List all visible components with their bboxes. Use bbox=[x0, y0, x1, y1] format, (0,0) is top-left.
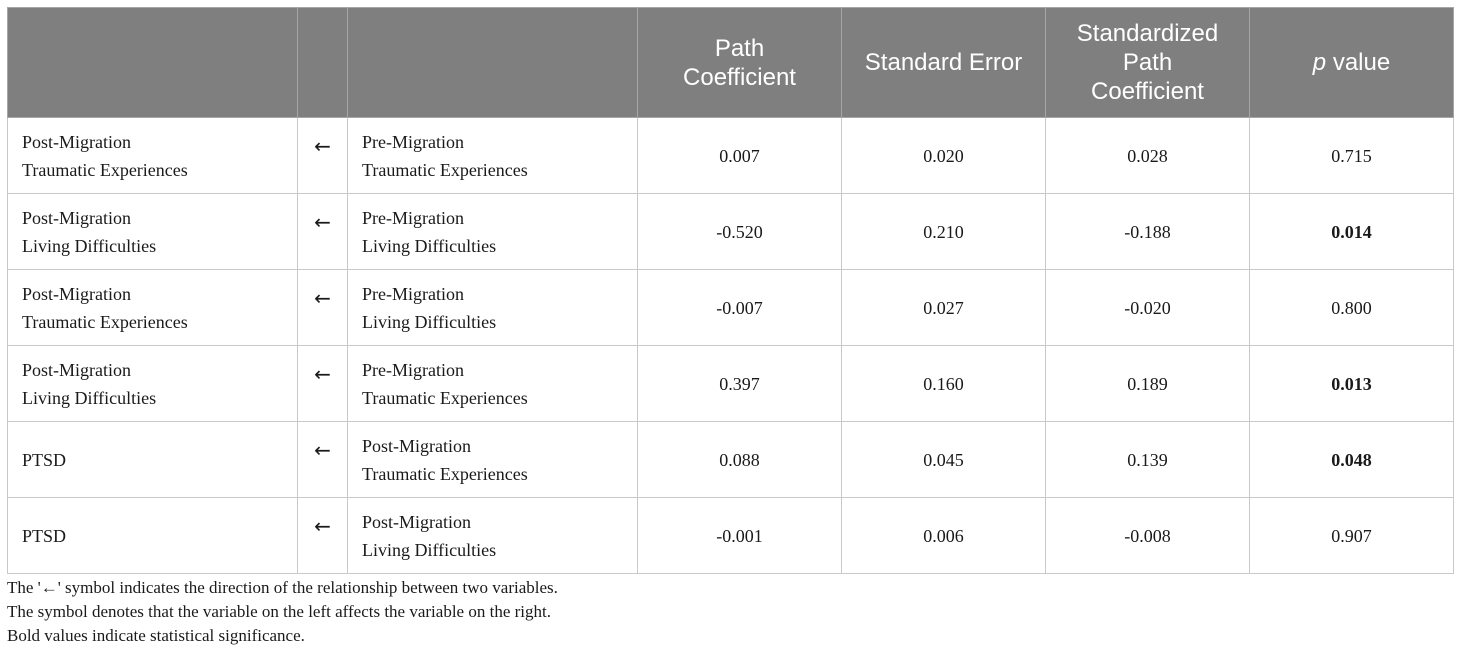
outcome-variable-cell-line: Living Difficulties bbox=[22, 235, 157, 256]
predictor-variable-cell-line: Pre-Migration bbox=[362, 283, 464, 304]
path-analysis-table bbox=[7, 7, 1454, 574]
outcome-variable-cell-line: PTSD bbox=[22, 525, 67, 546]
standard-error-cell: 0.020 bbox=[842, 118, 1046, 194]
predictor-variable-cell-line: Traumatic Experiences bbox=[362, 463, 528, 484]
predictor-variable-cell bbox=[348, 194, 638, 270]
header-p-value bbox=[1250, 8, 1454, 118]
predictor-variable-cell bbox=[348, 498, 638, 574]
standardized-coefficient-cell: 0.028 bbox=[1046, 118, 1250, 194]
standardized-coefficient-cell: 0.189 bbox=[1046, 346, 1250, 422]
p-value-cell: 0.800 bbox=[1250, 270, 1454, 346]
outcome-variable-cell-line: Post-Migration bbox=[22, 131, 132, 152]
outcome-variable-cell bbox=[8, 118, 298, 194]
left-arrow-icon: ← bbox=[298, 498, 348, 574]
p-value-cell: 0.014 bbox=[1250, 194, 1454, 270]
predictor-variable-cell-line: Pre-Migration bbox=[362, 207, 464, 228]
predictor-variable-cell bbox=[348, 270, 638, 346]
table-row bbox=[8, 422, 1454, 498]
predictor-variable-cell bbox=[348, 118, 638, 194]
table-row bbox=[8, 270, 1454, 346]
outcome-variable-cell bbox=[8, 498, 298, 574]
left-arrow-icon: ← bbox=[298, 346, 348, 422]
p-value-cell: 0.013 bbox=[1250, 346, 1454, 422]
header-path-coefficient-line: Coefficient bbox=[683, 63, 796, 91]
predictor-variable-cell-line: Living Difficulties bbox=[362, 311, 497, 332]
standardized-coefficient-cell: -0.020 bbox=[1046, 270, 1250, 346]
standard-error-cell: 0.006 bbox=[842, 498, 1046, 574]
left-arrow-icon: ← bbox=[298, 422, 348, 498]
table-body bbox=[8, 118, 1454, 574]
header-path-coefficient bbox=[638, 8, 842, 118]
standard-error-cell: 0.027 bbox=[842, 270, 1046, 346]
outcome-variable-cell-line: Traumatic Experiences bbox=[22, 159, 188, 180]
path-coefficient-cell: 0.088 bbox=[638, 422, 842, 498]
header-standardized-line: Standardized bbox=[1076, 20, 1219, 47]
path-coefficient-cell: -0.007 bbox=[638, 270, 842, 346]
predictor-variable-cell-line: Pre-Migration bbox=[362, 131, 464, 152]
header-p-symbol: p bbox=[1312, 49, 1327, 76]
header-p-label: value bbox=[1326, 49, 1391, 76]
header-standard-error: Standard Error bbox=[842, 8, 1046, 118]
p-value-cell: 0.715 bbox=[1250, 118, 1454, 194]
table-row bbox=[8, 118, 1454, 194]
standard-error-cell: 0.210 bbox=[842, 194, 1046, 270]
predictor-variable-cell-line: Post-Migration bbox=[362, 435, 472, 456]
outcome-variable-cell bbox=[8, 270, 298, 346]
header-arrow bbox=[298, 8, 348, 118]
header-row bbox=[8, 8, 1454, 118]
outcome-variable-cell-line: Post-Migration bbox=[22, 359, 132, 380]
footnote-bold-significance: Bold values indicate statistical significance. bbox=[7, 626, 305, 645]
outcome-variable-cell-line: Living Difficulties bbox=[22, 387, 157, 408]
standardized-coefficient-cell: -0.188 bbox=[1046, 194, 1250, 270]
predictor-variable-cell-line: Traumatic Experiences bbox=[362, 387, 528, 408]
header-standardized-line: Coefficient bbox=[1091, 78, 1204, 105]
header-path-coefficient-line: Path bbox=[714, 34, 765, 62]
table-row bbox=[8, 346, 1454, 422]
predictor-variable-cell bbox=[348, 346, 638, 422]
standard-error-cell: 0.045 bbox=[842, 422, 1046, 498]
path-coefficient-cell: 0.007 bbox=[638, 118, 842, 194]
header-outcome-variable bbox=[8, 8, 298, 118]
footnote-direction: The symbol denotes that the variable on the left affects the variable on the right. bbox=[7, 602, 551, 621]
outcome-variable-cell bbox=[8, 346, 298, 422]
p-value-cell: 0.048 bbox=[1250, 422, 1454, 498]
standard-error-cell: 0.160 bbox=[842, 346, 1046, 422]
p-value-cell: 0.907 bbox=[1250, 498, 1454, 574]
path-coefficient-cell: 0.397 bbox=[638, 346, 842, 422]
predictor-variable-cell bbox=[348, 422, 638, 498]
path-coefficient-cell: -0.001 bbox=[638, 498, 842, 574]
table-row bbox=[8, 194, 1454, 270]
header-standardized-line: Path bbox=[1122, 49, 1173, 76]
predictor-variable-cell-line: Post-Migration bbox=[362, 511, 472, 532]
path-coefficient-cell: -0.520 bbox=[638, 194, 842, 270]
outcome-variable-cell bbox=[8, 422, 298, 498]
left-arrow-icon: ← bbox=[298, 194, 348, 270]
header-standardized-path-coefficient bbox=[1046, 8, 1250, 118]
standardized-coefficient-cell: -0.008 bbox=[1046, 498, 1250, 574]
predictor-variable-cell-line: Living Difficulties bbox=[362, 539, 497, 560]
left-arrow-icon: ← bbox=[298, 270, 348, 346]
table-row bbox=[8, 498, 1454, 574]
table-footnotes bbox=[7, 576, 558, 648]
predictor-variable-cell-line: Living Difficulties bbox=[362, 235, 497, 256]
predictor-variable-cell-line: Traumatic Experiences bbox=[362, 159, 528, 180]
header-predictor-variable bbox=[348, 8, 638, 118]
left-arrow-icon: ← bbox=[298, 118, 348, 194]
results-table-container bbox=[7, 7, 1453, 574]
outcome-variable-cell-line: PTSD bbox=[22, 449, 67, 470]
outcome-variable-cell-line: Post-Migration bbox=[22, 283, 132, 304]
outcome-variable-cell-line: Traumatic Experiences bbox=[22, 311, 188, 332]
standardized-coefficient-cell: 0.139 bbox=[1046, 422, 1250, 498]
footnote-arrow-meaning: The '←' symbol indicates the direction of the relationship between two variables. bbox=[7, 578, 558, 597]
outcome-variable-cell bbox=[8, 194, 298, 270]
predictor-variable-cell-line: Pre-Migration bbox=[362, 359, 464, 380]
outcome-variable-cell-line: Post-Migration bbox=[22, 207, 132, 228]
